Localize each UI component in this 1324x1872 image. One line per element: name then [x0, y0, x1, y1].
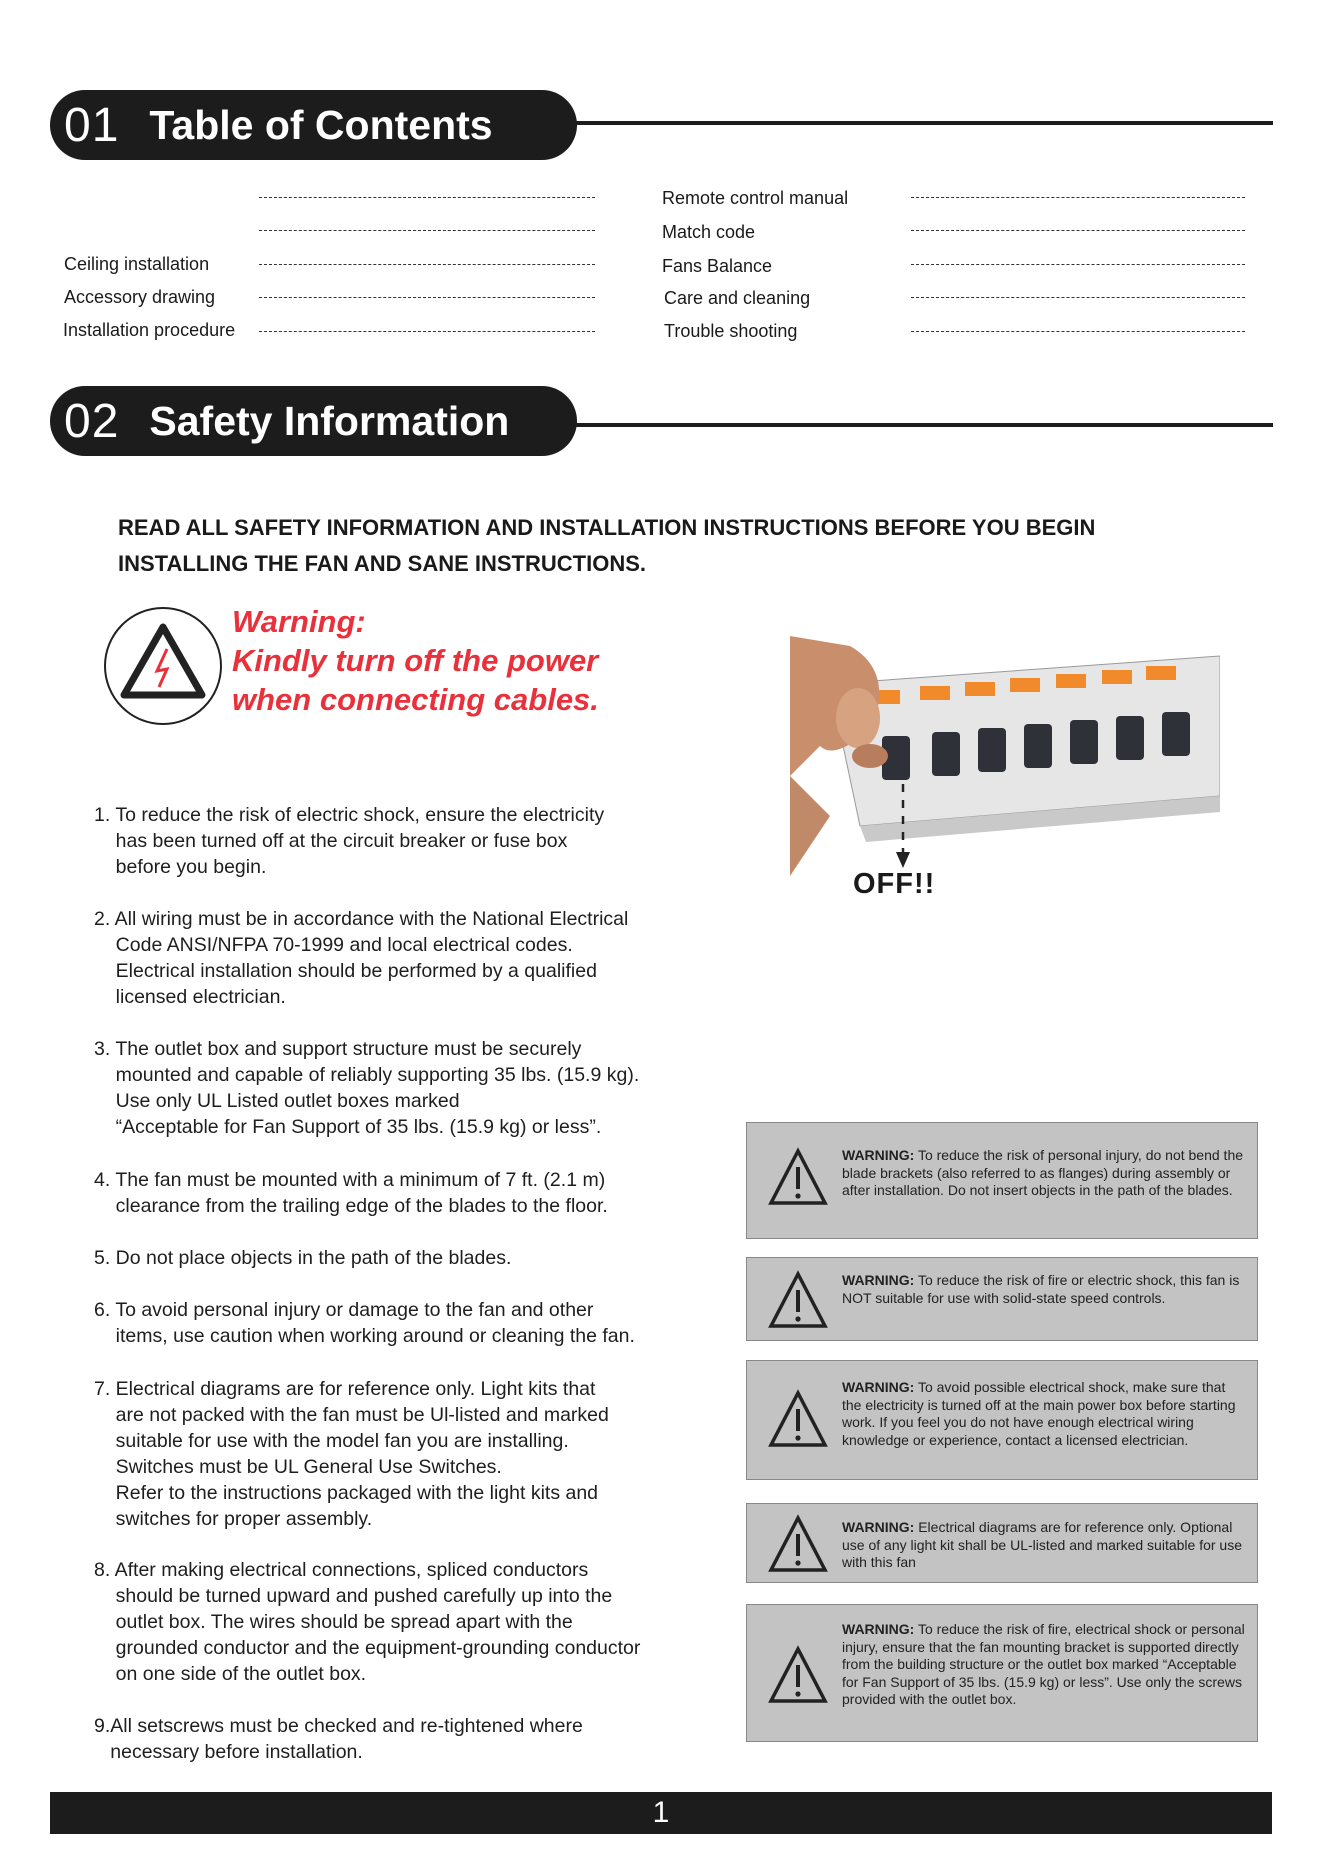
toc-leader [911, 230, 1245, 231]
safety-header [50, 386, 577, 456]
toc-item[interactable]: Accessory drawing [64, 287, 216, 307]
warning-triangle-icon [767, 1389, 829, 1449]
toc-leader [911, 297, 1245, 298]
warning-box [746, 1122, 1258, 1239]
warning-label: WARNING: [842, 1379, 915, 1395]
warning-triangle-icon [767, 1147, 829, 1207]
warning-triangle-icon [767, 1645, 829, 1705]
section-number: 01 [64, 98, 120, 152]
toc-item[interactable]: Trouble shooting [664, 321, 798, 341]
warning-text: To reduce the risk of fire, electrical shock or personal injury, ensure that the fan mounting bracket is supported directly from the building structure or the outlet box marked “Acceptable for Fan Support of 35 lbs. (15.9 kg) or less”. Use only the screws provided with the outlet box. [842, 1621, 1245, 1707]
toc-item[interactable]: Match code [662, 222, 756, 242]
toc-header [50, 90, 577, 160]
section-number: 02 [64, 394, 120, 448]
safety-item: 5. Do not place objects in the path of the blades. [94, 1247, 512, 1269]
toc-leader [259, 230, 595, 231]
toc-item[interactable]: Ceiling installation [64, 254, 210, 274]
warning-label: WARNING: [842, 1519, 915, 1535]
toc-leader [911, 197, 1245, 198]
electric-warning-icon [104, 607, 222, 725]
toc-leader [259, 331, 595, 332]
toc-leader [911, 264, 1245, 265]
safety-item: 9.All setscrews must be checked and re-tightened where necessary before installation. [94, 1715, 583, 1763]
toc-leader [911, 331, 1245, 332]
warning-label: WARNING: [842, 1621, 915, 1637]
warning-message: Warning: Kindly turn off the power when connecting cables. [232, 604, 599, 717]
safety-item: 7. Electrical diagrams are for reference only. Light kits that are not packed with the fan must be Ul-listed and marked suitable for use with the model fan you are installing. Switches must be UL General Use Switches. Refer to the instructions packaged with the light kits and switches for proper assembly. [94, 1378, 609, 1530]
safety-item: 3. The outlet box and support structure must be securely mounted and capable of reliably supporting 35 lbs. (15.9 kg). Use only UL Listed outlet boxes marked “Acceptable for Fan Support of 35 lbs. (15.9 kg) or less”. [94, 1038, 640, 1138]
safety-item: 2. All wiring must be in accordance with the National Electrical Code ANSI/NFPA 70-1999 and local electrical codes. Electrical installation should be performed by a qualified licensed electrician. [94, 908, 629, 1008]
page-footer [50, 1792, 1272, 1834]
section-title: Safety Information [149, 397, 510, 444]
warning-triangle-icon [767, 1270, 829, 1330]
warning-box [746, 1503, 1258, 1583]
warning-box [746, 1257, 1258, 1341]
page-number: 1 [652, 1796, 670, 1829]
toc-leader [259, 197, 595, 198]
toc-leader [259, 264, 595, 265]
toc-item[interactable]: Remote control manual [662, 188, 849, 208]
off-label: OFF!! [853, 868, 936, 900]
warning-box [746, 1604, 1258, 1742]
safety-item: 8. After making electrical connections, spliced conductors should be turned upward and pushed carefully up into the outlet box. The wires should be spread apart with the grounded conductor and the equipment-grounding conductor on one side of the outlet box. [94, 1559, 641, 1685]
warning-box [746, 1360, 1258, 1480]
toc-item[interactable]: Installation procedure [63, 320, 236, 340]
warning-label: WARNING: [842, 1272, 915, 1288]
safety-item: 1. To reduce the risk of electric shock, ensure the electricity has been turned off at the circuit breaker or fuse box before you begin. [94, 804, 605, 878]
toc-item[interactable]: Care and cleaning [664, 288, 811, 308]
toc-item[interactable]: Fans Balance [662, 256, 773, 276]
header-rule [570, 121, 1273, 125]
warning-text: Electrical diagrams are for reference only. Optional use of any light kit shall be UL-listed and marked suitable for use with this fan [842, 1519, 1242, 1570]
warning-text: To reduce the risk of personal injury, do not bend the blade brackets (also referred to as flanges) during assembly or after installation. Do not insert objects in the path of the blades. [842, 1147, 1244, 1198]
safety-item: 6. To avoid personal injury or damage to the fan and other items, use caution when working around or cleaning the fan. [94, 1299, 635, 1347]
toc-leader [259, 297, 595, 298]
safety-item: 4. The fan must be mounted with a minimum of 7 ft. (2.1 m) clearance from the trailing edge of the blades to the floor. [94, 1169, 608, 1217]
header-rule [570, 423, 1273, 427]
circuit-breaker-photo [790, 636, 1220, 876]
warning-text: To avoid possible electrical shock, make sure that the electricity is turned off at the main power box before starting work. If you feel you do not have enough electrical wiring knowledge or experience, contact a licensed electrician. [842, 1379, 1236, 1448]
warning-triangle-icon [767, 1514, 829, 1574]
safety-intro: READ ALL SAFETY INFORMATION AND INSTALLATION INSTRUCTIONS BEFORE YOU BEGIN INSTALLING THE FAN AND SANE INSTRUCTIONS. [118, 515, 1096, 576]
warning-label: WARNING: [842, 1147, 915, 1163]
section-title: Table of Contents [149, 101, 493, 148]
warning-text: To reduce the risk of fire or electric shock, this fan is NOT suitable for use with solid-state speed controls. [842, 1272, 1240, 1306]
